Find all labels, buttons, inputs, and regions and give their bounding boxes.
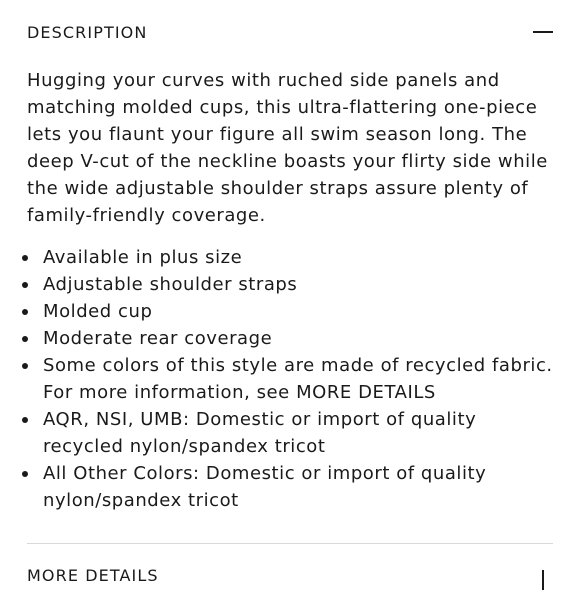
feature-list	[20, 244, 560, 514]
plus-icon[interactable]	[533, 570, 553, 590]
list-item: Moderate rear coverage	[20, 325, 560, 352]
list-item: Adjustable shoulder straps	[20, 271, 560, 298]
section-divider	[27, 543, 553, 544]
description-body: Hugging your curves with ruched side panels and matching molded cups, this ultra-flattering one-piece lets you flaunt your figure all swim season long. The deep V-cut of the neckline boasts your flirty side while the wide adjustable shoulder straps assure plenty of family-friendly coverage.	[27, 70, 548, 226]
minus-icon[interactable]	[533, 25, 553, 39]
description-title: DESCRIPTION	[27, 22, 148, 42]
list-item: Some colors of this style are made of recycled fabric. For more information, see MORE DETAILS	[20, 352, 560, 406]
list-item: Available in plus size	[20, 244, 560, 271]
more-details-accordion-header[interactable]	[27, 566, 553, 594]
list-item: AQR, NSI, UMB: Domestic or import of quality recycled nylon/spandex tricot	[20, 406, 560, 460]
more-details-title: MORE DETAILS	[27, 566, 159, 585]
list-item: All Other Colors: Domestic or import of quality nylon/spandex tricot	[20, 460, 560, 514]
description-accordion-header[interactable]	[27, 18, 553, 46]
list-item: Molded cup	[20, 298, 560, 325]
